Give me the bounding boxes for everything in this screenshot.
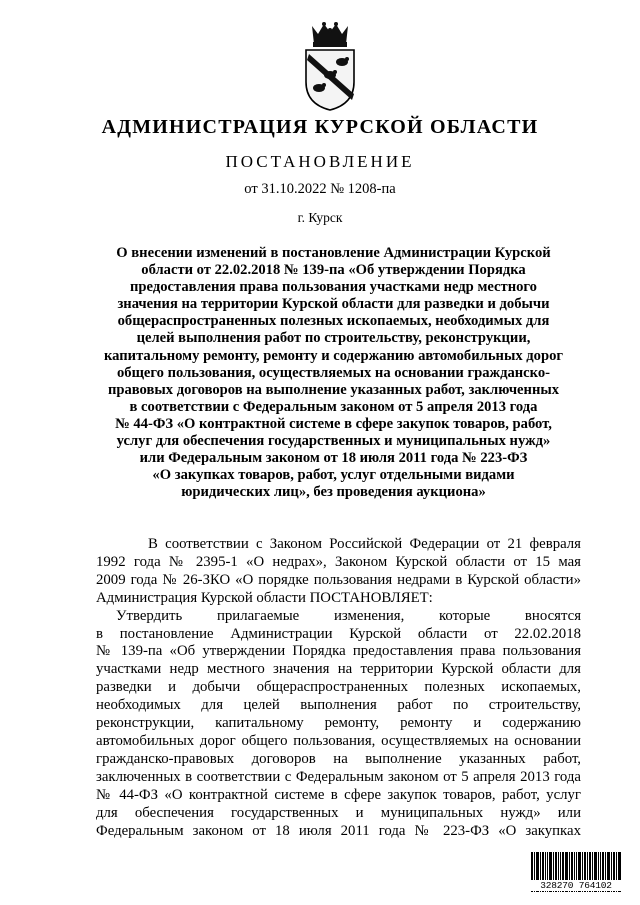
body-line: автомобильных дорог общего пользования, осуществляемых на основании — [96, 732, 581, 749]
organization-title: АДМИНИСТРАЦИЯ КУРСКОЙ ОБЛАСТИ — [101, 116, 539, 138]
body-line: № 44-ФЗ «О контрактной системе в сфере закупок товаров, работ, услуг — [96, 786, 581, 803]
document-title — [96, 245, 571, 501]
document-body — [96, 536, 581, 840]
body-line: для обеспечения государственных и муниципальных нужд» или — [96, 804, 581, 821]
body-line: заключенных в соответствии с Федеральным законом от 5 апреля 2013 года — [96, 768, 581, 785]
title-line: области от 22.02.2018 № 139-па «Об утверждении Порядка — [141, 262, 526, 279]
coat-of-arms-icon — [300, 20, 360, 112]
body-line: В соответствии с Законом Российской Федерации от 21 февраля — [148, 536, 581, 552]
document-type: ПОСТАНОВЛЕНИЕ — [225, 152, 415, 171]
body-line: в постановление Администрации Курской области от 22.02.2018 — [96, 625, 581, 642]
title-line: правовых договоров на выполнение указанных работ, заключенных — [107, 381, 560, 398]
title-line: № 44-ФЗ «О контрактной системе в сфере закупок товаров, работ, — [115, 415, 552, 432]
body-line: участками недр местного значения на территории Курской области для — [96, 661, 581, 678]
body-line: Федеральным законом от 18 июля 2011 года № 223-ФЗ «О закупках — [96, 822, 581, 839]
title-line: О внесении изменений в постановление Администрации Курской — [116, 245, 551, 261]
title-line: юридических лиц», без проведения аукциона» — [181, 484, 486, 501]
document-date-number: от 31.10.2022 № 1208-па — [244, 181, 396, 197]
body-line: разведки и добычи общераспространенных полезных ископаемых, — [96, 679, 581, 696]
body-line: гражданско-правовых договоров на выполнение указанных работ, — [96, 750, 581, 767]
body-line: 1992 года № 2395-1 «О недрах», Законом Курской области от 15 мая — [96, 553, 581, 570]
title-line: «О закупках товаров, работ, услуг отдельными видами — [152, 467, 515, 484]
title-line: общераспространенных полезных ископаемых, необходимых для — [117, 313, 550, 330]
body-line: 2009 года № 26-ЗКО «О порядке пользования недрами в Курской области» — [96, 571, 581, 588]
title-line: капитальному ремонту, ремонту и содержанию автомобильных дорог — [103, 347, 564, 364]
body-line: № 139-па «Об утверждении Порядка предоставления права пользования — [96, 643, 581, 660]
title-line: целей выполнения работ по строительству, реконструкции, — [136, 330, 531, 347]
body-line: Администрация Курской области ПОСТАНОВЛЯЕТ: — [96, 589, 433, 606]
title-line: общего пользования, осуществляемых на основании гражданско- — [116, 364, 551, 381]
body-line: необходимых для целей выполнения работ по строительству, — [96, 697, 581, 714]
barcode-number: 328270 764102 — [531, 880, 621, 891]
body-line: реконструкции, капитальному ремонту, ремонту и содержанию — [96, 715, 581, 732]
body-line: Утвердить прилагаемые изменения, которые вносятся — [116, 607, 581, 624]
title-line: или Федеральным законом от 18 июля 2011 года № 223-ФЗ — [139, 450, 528, 467]
title-line: в соответствии с Федеральным законом от 5 апреля 2013 года — [129, 398, 538, 415]
title-line: услуг для обеспечения государственных и муниципальных нужд» — [116, 433, 551, 450]
title-line: значения на территории Курской области для разведки и добычи — [117, 296, 550, 313]
document-city: г. Курск — [297, 210, 343, 225]
title-line: предоставления права пользования участками недр местного — [130, 279, 537, 296]
